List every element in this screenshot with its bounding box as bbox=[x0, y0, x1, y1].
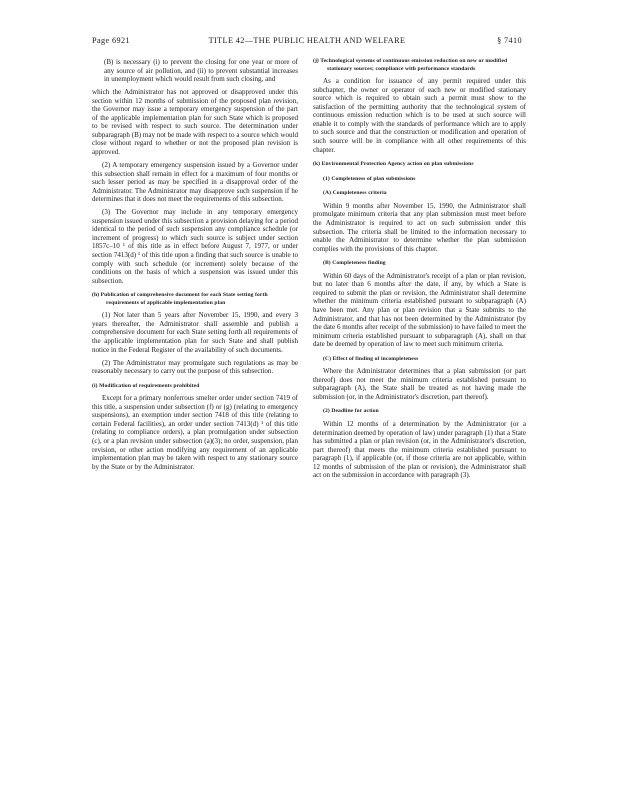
paragraph-h-1: (1) Not later than 5 years after November 15, 1990, and every 3 years thereafter, the Administrator shall assemble and publish a comprehensive document for each State setting forth all requirements of the applicable implementation plan for such State and shall publish notice in the Federal Register of the availability of such documents. bbox=[92, 311, 298, 354]
paragraph-h-2: (2) The Administrator may promulgate such regulations as may be reasonably necessary to carry out the purpose of this subsection. bbox=[92, 358, 298, 376]
heading-subsection-i: (i) Modification of requirements prohibited bbox=[92, 382, 200, 389]
running-header bbox=[92, 36, 522, 48]
paragraph-j: As a condition for issuance of any permit required under this subchapter, the owner or operator of each new or modified stationary source which is required to obtain such a permit must show to the satisfaction of the permitting authority that the technological system of continuous emission reduction which is to be used at such source will enable it to comply with the standards of performance which are to apply to such source and that the construction or modification and operation of such source will be in compliance with all other requirements of this chapter. bbox=[313, 77, 526, 154]
paragraph-k-2: Within 12 months of a determination by the Administrator (or a determination deemed by operation of law) under paragraph (1) that a State has submitted a plan or plan revision (or, in the Administrator's discretion, part thereof) that meets the minimum criteria established pursuant to paragraph (1), if applicable (or, if those criteria are not applicable, within 12 months of submission of the plan or revision), the Administrator shall act on the submission in accordance with paragraph (3). bbox=[313, 420, 526, 480]
paragraph-i: Except for a primary nonferrous smelter order under section 7419 of this title, a suspension under subsection (f) or (g) (relating to emergency suspensions), an exemption under section 7418 of this title (relating to certain Federal facilities), an order under section 7413(d) ¹ of this title (relating to compliance orders), a plan promulgation under subsection (c), or a plan revision under subsection (a)(3); no order, suspension, plan revision, or other action modifying any requirement of an applicable implementation plan may be taken with respect to any stationary source by the State or by the Administrator. bbox=[92, 394, 298, 471]
heading-k-1-b: (B) Completeness finding bbox=[323, 260, 386, 267]
heading-k-1-a: (A) Completeness criteria bbox=[323, 190, 387, 197]
paragraph-k-1-b: Within 60 days of the Administrator's receipt of a plan or plan revision, but no later than 6 months after the date, if any, by which a State is required to submit the plan or revision, the Administrator shall determine whether the minimum criteria established pursuant to subparagraph (A) have been met. Any plan or plan revision that a State submits to the Administrator, and that has not been determined by the Administrator (by the date 6 months after receipt of the submission) to have failed to meet the minimum criteria established pursuant to subparagraph (A), shall on that date be deemed by operation of law to meet such minimum criteria. bbox=[313, 271, 526, 349]
heading-k-1: (1) Completeness of plan submissions bbox=[323, 175, 416, 182]
heading-subsection-j: (j) Technological systems of continuous emission reduction on new or modified stationary sources; compliance with performance standards bbox=[313, 58, 508, 72]
paragraph-3-delay: (3) The Governor may include in any temporary emergency suspension issued under this subsection a provision delaying for a period identical to the period of such suspension any compliance schedule (or increment of progress) to which such source is subject under section 1857c–10 ¹ of this title as in effect before August 7, 1977, or under section 7413(d) ¹ of this title upon a finding that such source is unable to comply with such schedule (or increment) solely because of the conditions on the basis of which a suspension was issued under this subsection. bbox=[92, 208, 298, 285]
paragraph-continuation: which the Administrator has not approved or disapproved under this section within 12 months of submission of the proposed plan revision, the Governor may issue a temporary emergency suspension of the part of the applicable implementation plan for such State which is proposed to be revised with respect to such source. The determination under subparagraph (B) may not be made with respect to a source which would close without regard to whether or not the proposed plan revision is approved. bbox=[92, 88, 298, 156]
paragraph-subclause-b: (B) is necessary (i) to prevent the closing for one year or more of any source of air pollution, and (ii) to prevent substantial increases in unemployment which would result from such closing, and bbox=[104, 58, 298, 84]
title-heading: TITLE 42—THE PUBLIC HEALTH AND WELFARE bbox=[208, 36, 406, 45]
page-number: Page 6921 bbox=[92, 36, 130, 45]
paragraph-k-1-c: Where the Administrator determines that a plan submission (or part thereof) does not meet the minimum criteria established pursuant to subparagraph (A), the State shall be treated as not having made the submission (or, in the Administrator's discretion, part thereof). bbox=[313, 367, 526, 401]
paragraph-2-suspension: (2) A temporary emergency suspension issued by a Governor under this subsection shall remain in effect for a maximum of four months or such lesser period as may be specified in a disapproval order of the Administrator. The Administrator may disapprove such suspension if he determines that it does not meet the requirements of this subsection. bbox=[92, 161, 298, 204]
heading-k-1-c: (C) Effect of finding of incompleteness bbox=[323, 355, 419, 362]
left-column bbox=[92, 58, 298, 476]
right-column bbox=[313, 58, 526, 484]
section-number: § 7410 bbox=[497, 36, 522, 45]
paragraph-k-1-a: Within 9 months after November 15, 1990, the Administrator shall promulgate minimum criteria that any plan submission must meet before the Administrator is required to act on such submission under this subsection. The criteria shall be limited to the information necessary to enable the Administrator to determine whether the plan submission complies with the provisions of this chapter. bbox=[313, 201, 526, 253]
heading-k-2: (2) Deadline for action bbox=[323, 408, 379, 415]
heading-subsection-k: (k) Environmental Protection Agency action on plan submissions bbox=[313, 161, 474, 168]
heading-subsection-h: (h) Publication of comprehensive document for each State setting forth requirements of applicable implementation plan bbox=[92, 292, 268, 306]
